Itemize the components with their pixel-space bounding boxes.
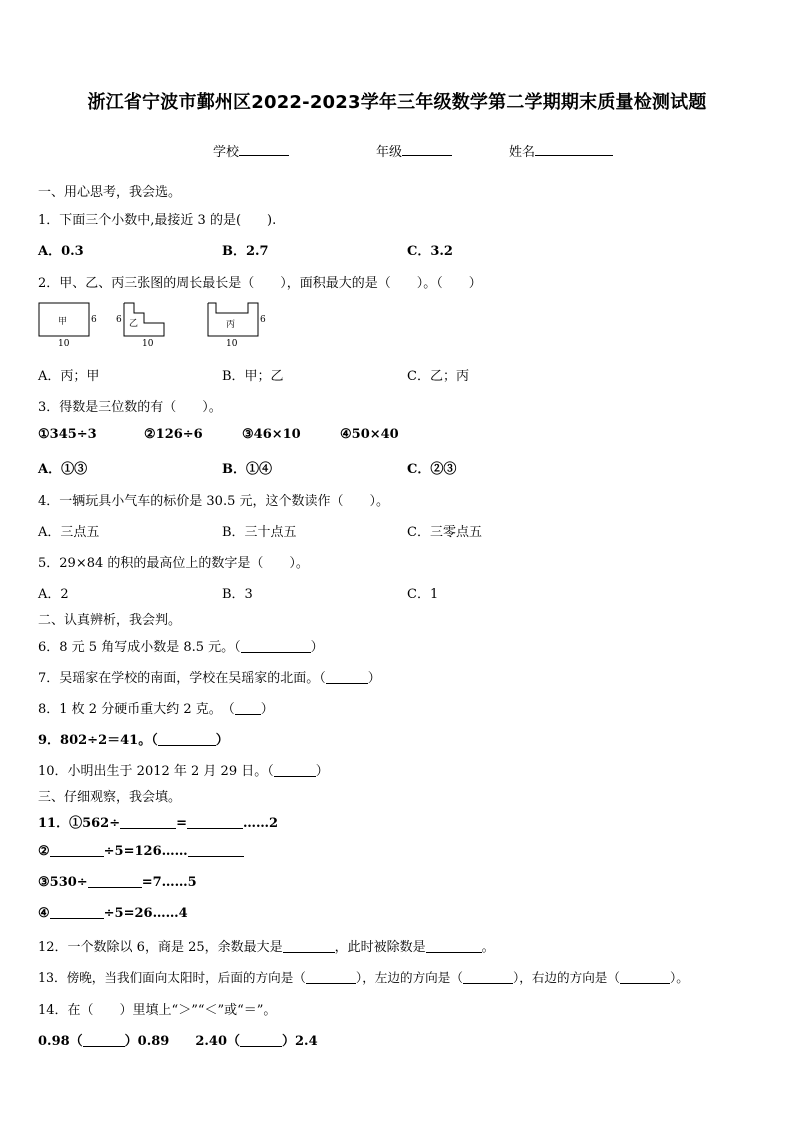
q14-e2-post: ）2.4 bbox=[282, 1034, 318, 1049]
q7-close: ） bbox=[367, 671, 381, 686]
shape-jia-width: 10 bbox=[58, 339, 70, 348]
question-12 bbox=[38, 936, 495, 955]
q13-blank-2[interactable] bbox=[463, 970, 513, 984]
q6-text: 6．8 元 5 角写成小数是 8.5 元。（ bbox=[38, 640, 241, 655]
section-heading-3: 三、仔细观察，我会填。 bbox=[38, 790, 182, 805]
page-title: 浙江省宁波市鄞州区2022-2023学年三年级数学第二学期期末质量检测试题 bbox=[87, 92, 707, 113]
question-11-row-2 bbox=[38, 843, 244, 859]
q11-r4-pre: ④ bbox=[38, 906, 50, 921]
q12-pre: 12．一个数除以 6，商是 25，余数最大是 bbox=[38, 940, 283, 955]
q11-r1-pre: 11．①562÷ bbox=[38, 816, 121, 831]
shape-yi-width: 10 bbox=[142, 339, 154, 348]
q5-option-a[interactable]: A．2 bbox=[38, 587, 69, 602]
q14-e2-blank[interactable] bbox=[240, 1033, 282, 1047]
q11-r3-mid: =7……5 bbox=[141, 875, 197, 890]
question-7 bbox=[38, 667, 381, 686]
q9-close: ） bbox=[215, 733, 229, 748]
q13-blank-3[interactable] bbox=[620, 970, 670, 984]
q3-item-1: ①345÷3 bbox=[38, 427, 97, 442]
name-blank[interactable] bbox=[535, 143, 613, 156]
q11-r2-blank-1[interactable] bbox=[50, 843, 104, 857]
q3-item-4: ④50×40 bbox=[340, 427, 399, 442]
q12-blank-1[interactable] bbox=[283, 939, 335, 953]
q13-post: ）。 bbox=[670, 970, 689, 985]
q11-r1-blank-1[interactable] bbox=[120, 815, 176, 829]
question-5: 5．29×84 的积的最高位上的数字是（ ）。 bbox=[38, 556, 309, 571]
question-11-row-4 bbox=[38, 905, 188, 921]
q8-close: ） bbox=[260, 702, 274, 717]
q9-answer-blank[interactable] bbox=[158, 732, 216, 746]
q14-e1-blank[interactable] bbox=[83, 1033, 125, 1047]
question-11-row-3 bbox=[38, 874, 197, 890]
q2-shapes-figure bbox=[36, 300, 286, 348]
q14-e1-pre: 0.98（ bbox=[38, 1034, 83, 1049]
q3-item-3: ③46×10 bbox=[242, 427, 301, 442]
q4-option-b[interactable]: B．三十点五 bbox=[222, 525, 297, 540]
q11-r3-blank-1[interactable] bbox=[88, 874, 142, 888]
q13-mid2: ），右边的方向是（ bbox=[512, 970, 620, 985]
shape-yi-height: 6 bbox=[116, 315, 122, 325]
q12-post: 。 bbox=[481, 940, 495, 955]
q1-option-c[interactable]: C．3.2 bbox=[407, 244, 453, 259]
question-8 bbox=[38, 698, 274, 717]
q13-pre: 13．傍晚，当我们面向太阳时，后面的方向是（ bbox=[38, 970, 306, 985]
q4-option-a[interactable]: A．三点五 bbox=[38, 525, 100, 540]
question-11-row-1 bbox=[38, 812, 278, 831]
grade-blank[interactable] bbox=[402, 143, 452, 156]
q2-option-a[interactable]: A．丙；甲 bbox=[38, 369, 100, 384]
q8-text: 8．1 枚 2 分硬币重大约 2 克。 （ bbox=[38, 702, 235, 717]
q12-mid: ，此时被除数是 bbox=[334, 940, 426, 955]
q1-option-a[interactable]: A．0.3 bbox=[38, 244, 84, 259]
q5-option-b[interactable]: B．3 bbox=[222, 587, 253, 602]
q11-r2-pre: ② bbox=[38, 844, 50, 859]
q5-option-c[interactable]: C．1 bbox=[407, 587, 439, 602]
q13-mid1: ），左边的方向是（ bbox=[355, 970, 463, 985]
q7-answer-blank[interactable] bbox=[326, 670, 368, 684]
q6-close: ） bbox=[310, 640, 324, 655]
q11-r1-post: ……2 bbox=[243, 816, 279, 831]
q4-option-c[interactable]: C．三零点五 bbox=[407, 525, 482, 540]
school-field[interactable] bbox=[213, 141, 289, 160]
section-heading-1: 一、用心思考，我会选。 bbox=[38, 185, 182, 200]
q2-option-c[interactable]: C．乙；丙 bbox=[407, 369, 469, 384]
shape-jia-label: 甲 bbox=[58, 317, 68, 327]
q3-option-c[interactable]: C．②③ bbox=[407, 462, 457, 477]
shape-bing-width: 10 bbox=[226, 339, 238, 348]
q11-r2-blank-2[interactable] bbox=[188, 843, 244, 857]
q10-close: ） bbox=[315, 764, 329, 779]
question-13 bbox=[38, 967, 689, 986]
question-1: 1．下面三个小数中,最接近 3 的是( ). bbox=[38, 213, 277, 228]
grade-label: 年级 bbox=[376, 145, 403, 160]
question-14-expressions bbox=[38, 1030, 318, 1049]
q13-blank-1[interactable] bbox=[306, 970, 356, 984]
q8-answer-blank[interactable] bbox=[235, 701, 261, 715]
q12-blank-2[interactable] bbox=[426, 939, 482, 953]
q6-answer-blank[interactable] bbox=[241, 639, 311, 653]
q3-option-b[interactable]: B．①④ bbox=[222, 462, 272, 477]
question-6 bbox=[38, 636, 324, 655]
q11-r4-mid: ÷5=26……4 bbox=[103, 906, 188, 921]
shape-jia-height: 6 bbox=[91, 315, 97, 325]
q11-r2-mid: ÷5=126…… bbox=[103, 844, 188, 859]
shape-bing-label: 丙 bbox=[226, 320, 236, 330]
section-heading-2: 二、认真辨析，我会判。 bbox=[38, 613, 182, 628]
question-14: 14．在（ ）里填上“＞”“＜”或“＝”。 bbox=[38, 1003, 277, 1018]
q3-option-a[interactable]: A．①③ bbox=[38, 462, 88, 477]
question-9 bbox=[38, 729, 229, 748]
q11-r1-mid: = bbox=[176, 816, 188, 831]
school-label: 学校 bbox=[213, 145, 240, 160]
grade-field[interactable] bbox=[376, 141, 452, 160]
q14-e1-post: ）0.89 bbox=[124, 1034, 170, 1049]
question-4: 4．一辆玩具小气车的标价是 30.5 元，这个数读作（ ）。 bbox=[38, 494, 389, 509]
shape-yi-label: 乙 bbox=[129, 319, 139, 329]
shape-bing-height: 6 bbox=[260, 315, 266, 325]
school-blank[interactable] bbox=[239, 143, 289, 156]
q3-item-2: ②126÷6 bbox=[144, 427, 203, 442]
name-label: 姓名 bbox=[509, 145, 536, 160]
q1-option-b[interactable]: B．2.7 bbox=[222, 244, 269, 259]
question-10 bbox=[38, 760, 329, 779]
q11-r4-blank-1[interactable] bbox=[50, 905, 104, 919]
q10-text: 10．小明出生于 2012 年 2 月 29 日。（ bbox=[38, 764, 274, 779]
q9-text: 9．802÷2＝41。（ bbox=[38, 733, 158, 748]
q11-r3-pre: ③530÷ bbox=[38, 875, 88, 890]
name-field[interactable] bbox=[509, 141, 613, 160]
question-2: 2．甲、乙、丙三张图的周长最长是（ ），面积最大的是（ ）。（ ） bbox=[38, 276, 482, 291]
q2-option-b[interactable]: B．甲；乙 bbox=[222, 369, 284, 384]
q7-text: 7．吴瑶家在学校的南面，学校在吴瑶家的北面。（ bbox=[38, 671, 326, 686]
q14-e2-pre: 2.40（ bbox=[195, 1034, 241, 1049]
q11-r1-blank-2[interactable] bbox=[187, 815, 243, 829]
question-3: 3．得数是三位数的有（ ）。 bbox=[38, 400, 222, 415]
q10-answer-blank[interactable] bbox=[274, 763, 316, 777]
